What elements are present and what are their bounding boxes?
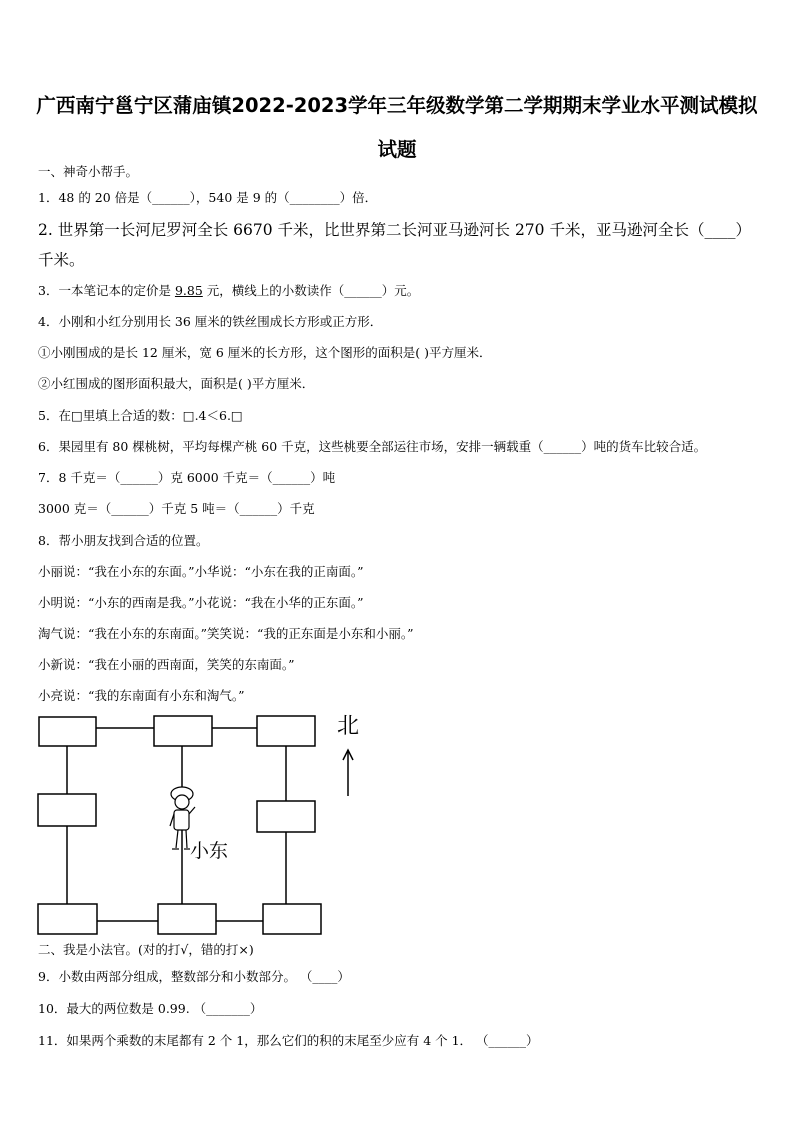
page-title: 广西南宁邕宁区蒲庙镇2022-2023学年三年级数学第二学期期末学业水平测试模拟试题 [36, 94, 758, 161]
question-2-line-1: 2. 世界第一长河尼罗河全长 6670 千米，比世界第二长河亚马逊河长 270 千米，亚马逊河全长（____） [38, 221, 751, 239]
question-5: 5．在□里填上合适的数：□.4＜6.□ [38, 408, 243, 423]
question-11: 11．如果两个乘数的末尾都有 2 个 1，那么它们的积的末尾至少应有 4 个 1． （______） [38, 1033, 539, 1048]
question-3 [38, 281, 419, 299]
position-box-top-right [257, 716, 315, 746]
question-4: 4．小刚和小红分别用长 36 厘米的铁丝围成长方形或正方形． [38, 314, 383, 329]
question-8-statement-4: 小新说：“我在小丽的西南面，笑笑的东南面。” [38, 657, 295, 672]
position-box-bottom-right [263, 904, 321, 934]
person-label: 小东 [190, 840, 229, 862]
question-8-statement-5: 小亮说：“我的东南面有小东和淘气。” [38, 688, 245, 703]
question-4-part-1: ①小刚围成的是长 12 厘米，宽 6 厘米的长方形，这个图形的面积是( )平方厘米． [38, 345, 492, 360]
question-8: 8．帮小朋友找到合适的位置。 [38, 533, 209, 548]
question-8-statement-2: 小明说：“小东的西南是我。”小花说：“我在小华的正东面。” [38, 595, 364, 610]
position-box-top-left [39, 717, 96, 746]
position-diagram [36, 708, 366, 946]
position-box-top-middle [154, 716, 212, 746]
question-8-statement-1: 小丽说：“我在小东的东面。”小华说：“小东在我的正南面。” [38, 564, 364, 579]
question-8-statement-3: 淘气说：“我在小东的东南面。”笑笑说：“我的正东面是小东和小丽。” [38, 626, 414, 641]
north-label: 北 [337, 714, 360, 739]
section-heading-1: 一、神奇小帮手。 [38, 164, 139, 179]
question-3-decimal: 9.85 [174, 283, 203, 298]
position-box-bottom-left [38, 904, 97, 934]
question-1: 1．48 的 20 倍是（______），540 是 9 的（________）倍． [38, 190, 378, 205]
question-2-line-2: 千米。 [38, 251, 85, 269]
north-arrow-icon [343, 750, 353, 796]
position-box-middle-left [38, 794, 96, 826]
question-3-pre: 3．一本笔记本的定价是 [38, 283, 175, 298]
position-box-bottom-middle [158, 904, 216, 934]
question-7-line-2: 3000 克＝（______）千克 5 吨＝（______）千克 [38, 501, 315, 516]
question-9: 9．小数由两部分组成，整数部分和小数部分。 （____） [38, 969, 350, 984]
section-heading-2: 二、我是小法官。(对的打√，错的打×) [38, 942, 254, 957]
question-6: 6．果园里有 80 棵桃树，平均每棵产桃 60 千克，这些桃要全部运往市场，安排一辆载重（______）吨的货车比较合适。 [38, 439, 707, 454]
question-4-part-2: ②小红围成的图形面积最大，面积是( )平方厘米． [38, 376, 315, 391]
question-10: 10．最大的两位数是 0.99. （_______） [38, 1001, 263, 1016]
question-3-post: 元，横线上的小数读作（______）元。 [202, 283, 420, 298]
question-7-line-1: 7．8 千克＝（______）克 6000 千克＝（______）吨 [38, 470, 336, 485]
position-box-middle-right [257, 801, 315, 832]
